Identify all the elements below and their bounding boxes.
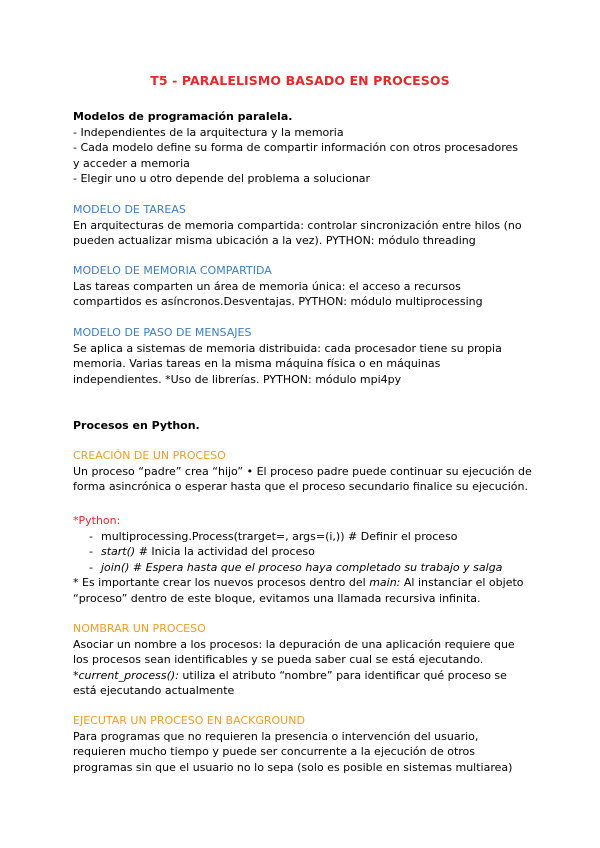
bullet-dash: - — [89, 529, 93, 543]
list-item — [73, 529, 535, 545]
text-line: programas sin que el usuario no lo sepa (solo es posible en sistemas multiarea) — [73, 760, 513, 774]
note-text: utiliza el atributo “nombre” para identificar qué proceso se — [178, 668, 507, 682]
text-line: - Cada modelo define su forma de compartir información con otros procesadores — [73, 141, 518, 154]
code-hash: # — [129, 560, 146, 574]
text-line: - Independientes de la arquitectura y la memoria — [73, 125, 344, 139]
section-python-code — [73, 513, 535, 606]
text-line: Se aplica a sistemas de memoria distribuida: cada procesador tiene su propia — [73, 341, 502, 355]
text-line: compartidos es asíncronos.Desventajas. PYTHON: módulo multiprocessing — [73, 295, 483, 308]
note-text: Al instanciar el objeto — [400, 576, 524, 589]
text-line: requieren mucho tiempo y puede ser concurrente a la ejecución de otros — [73, 745, 475, 758]
code-process: multiprocessing.Process(trarget=, args=(i,)) # Definir el proceso — [101, 529, 458, 543]
text-line: y acceder a memoria — [73, 156, 190, 170]
section-heading: NOMBRAR UN PROCESO — [73, 622, 206, 635]
code-start: start() — [101, 545, 136, 558]
text-line: Un proceso “padre” crea “hijo” • El proceso padre puede continuar su ejecución de — [73, 464, 532, 478]
section-shared-memory-model — [73, 263, 535, 310]
code-comment: Espera hasta que el proceso haya completado su trabajo y salga — [145, 560, 503, 574]
section-heading: Modelos de programación paralela. — [73, 110, 293, 123]
section-process-creation — [73, 448, 535, 495]
text-line: pueden actualizar misma ubicación a la vez). PYTHON: módulo threading — [73, 234, 476, 247]
bullet-dash: - — [89, 545, 93, 558]
note-text: * Es importante crear los nuevos procesos dentro del — [73, 576, 370, 589]
section-task-model — [73, 202, 535, 249]
text-line: forma asincrónica o esperar hasta que el proceso secundario finalice su ejecución. — [73, 480, 529, 493]
text-line: independientes. *Uso de librerías. PYTHON: módulo mpi4py — [73, 372, 402, 386]
note-main: main: — [369, 576, 401, 589]
text-line: - Elegir uno u otro depende del problema a solucionar — [73, 172, 371, 185]
section-background-process — [73, 713, 535, 775]
section-heading: Procesos en Python. — [73, 419, 200, 432]
list-item — [73, 560, 535, 576]
text-line — [73, 575, 535, 591]
text-line: En arquitecturas de memoria compartida: controlar sincronización entre hilos (no — [73, 218, 522, 232]
text-line: Asociar un nombre a los procesos: la depuración de una aplicación requiere que — [73, 637, 515, 651]
section-heading: MODELO DE PASO DE MENSAJES — [73, 326, 252, 339]
code-comment: # Inicia la actividad del proceso — [135, 545, 315, 558]
text-line: memoria. Varias tareas en la misma máquina física o en máquinas — [73, 357, 441, 370]
python-label: *Python: — [73, 514, 121, 527]
text-line: Las tareas comparten un área de memoria única: el acceso a recursos — [73, 279, 461, 293]
section-heading: MODELO DE TAREAS — [73, 203, 186, 216]
page-title: T5 - PARALELISMO BASADO EN PROCESOS — [150, 73, 450, 88]
section-models — [73, 109, 535, 187]
section-heading: MODELO DE MEMORIA COMPARTIDA — [73, 264, 272, 277]
text-line — [73, 668, 535, 684]
section-name-process — [73, 621, 535, 699]
section-python-processes — [73, 418, 535, 434]
code-join: join() — [101, 560, 130, 574]
section-heading: CREACIÓN DE UN PROCESO — [73, 449, 226, 462]
text-line: está ejecutando actualmente — [73, 684, 235, 697]
code-current-process: *current_process(): — [73, 668, 179, 682]
list-item — [73, 544, 535, 560]
text-line: Para programas que no requieren la presencia o intervención del usuario, — [73, 729, 479, 743]
bullet-dash: - — [89, 560, 93, 574]
section-heading: EJECUTAR UN PROCESO EN BACKGROUND — [73, 714, 305, 727]
text-line: “proceso” dentro de este bloque, evitamos una llamada recursiva infinita. — [73, 591, 481, 605]
text-line: los procesos sean identificables y se pueda saber cual se está ejecutando. — [73, 653, 484, 666]
section-message-passing-model — [73, 325, 535, 387]
